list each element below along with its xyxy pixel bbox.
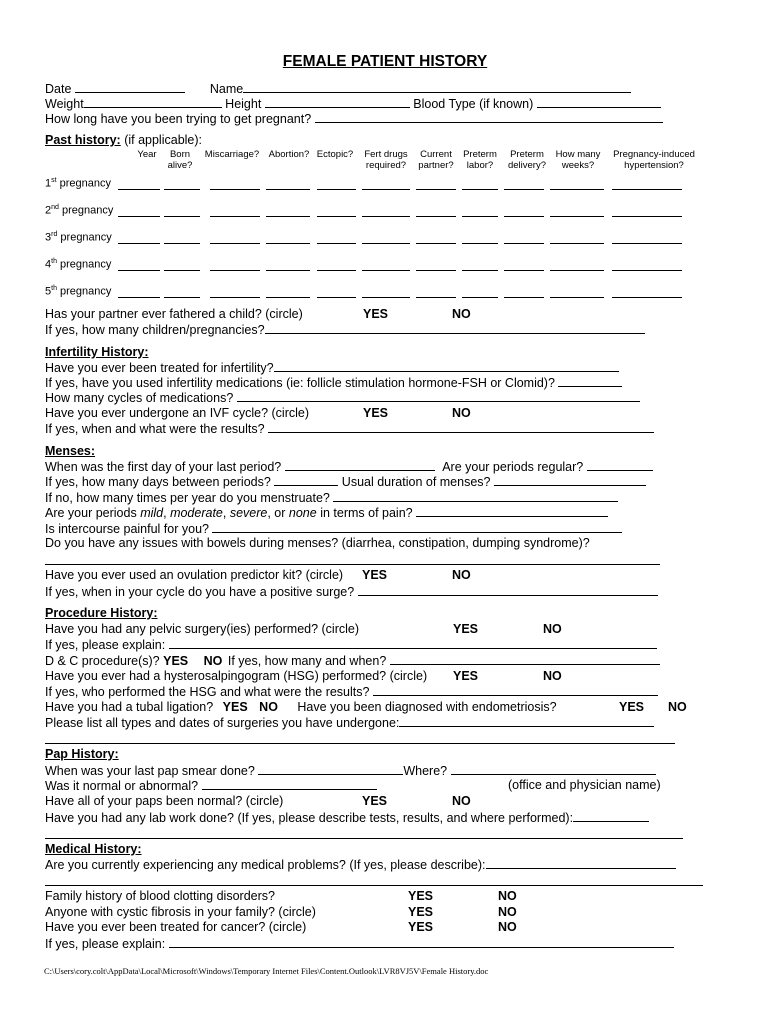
cancer-explain-field[interactable] [169,936,674,948]
blood-type-field[interactable] [537,96,661,108]
infertility-q4: Have you ever undergone an IVF cycle? (circle) [45,406,310,420]
infertility-q1-field[interactable] [274,360,619,372]
pregnancy-1-answer-3[interactable] [210,189,260,190]
hsg-who-field[interactable] [373,684,658,696]
col-header-preterm-labor: Preterm labor? [463,149,497,171]
col-header-abortion: Abortion? [268,149,310,160]
pregnancy-1-answer-4[interactable] [266,189,310,190]
endometriosis-no[interactable]: NO [668,700,687,714]
pregnancy-5-answer-8[interactable] [462,297,498,298]
partner-q2-row: If yes, how many children/pregnancies? [45,322,645,338]
medical-q3: Anyone with cystic fibrosis in your family? (circle) [45,905,316,919]
paps-normal-yes[interactable]: YES [362,794,388,808]
periods-regular-field[interactable] [587,459,653,471]
ovulation-no[interactable]: NO [452,568,471,582]
pregnancy-2-answer-9[interactable] [504,216,544,217]
pregnancy-2-answer-4[interactable] [266,216,310,217]
pregnancy-4-answer-11[interactable] [612,270,682,271]
pelvic-yes[interactable]: YES [453,622,479,636]
paps-normal-no[interactable]: NO [452,794,471,808]
pregnancy-2-answer-6[interactable] [362,216,410,217]
pain-field[interactable] [416,505,608,517]
date-row [45,81,631,97]
pregnancy-5-answer-6[interactable] [362,297,410,298]
menses-q1-row: When was the first day of your last period? Are your periods regular? [45,459,653,475]
pregnancy-label-5: 5th pregnancy [45,285,112,298]
surgeries-field[interactable] [399,715,654,727]
date-field[interactable] [75,81,185,93]
pregnancy-3-answer-4[interactable] [266,243,310,244]
medical-problems-field[interactable] [486,857,676,869]
pregnancy-3-answer-9[interactable] [504,243,544,244]
pregnancy-2-answer-7[interactable] [416,216,456,217]
infertility-q5-row: If yes, when and what were the results? [45,421,654,437]
dc-no[interactable]: NO [203,654,223,668]
endometriosis-yes[interactable]: YES [619,700,645,714]
medical-q5-row: If yes, please explain: [45,936,674,952]
pregnancy-4-answer-4[interactable] [266,270,310,271]
menses-q3-row: If no, how many times per year do you menstruate? [45,490,618,506]
pregnancy-5-answer-1[interactable] [118,297,160,298]
days-between-field[interactable] [274,474,338,486]
pregnancy-1-answer-5[interactable] [317,189,356,190]
pap-q2-row: Was it normal or abnormal? [45,778,377,794]
hsg-yes[interactable]: YES [453,669,479,683]
times-per-year-field[interactable] [333,490,618,502]
pregnancy-2-answer-2[interactable] [164,216,200,217]
pregnancy-4-answer-7[interactable] [416,270,456,271]
infertility-heading: Infertility History: [45,345,149,359]
pregnancy-1-answer-6[interactable] [362,189,410,190]
menses-q6: Do you have any issues with bowels during menses? (diarrhea, constipation, dumping syndrome)? [45,536,590,550]
medical-q4: Have you ever been treated for cancer? (circle) [45,920,307,934]
col-header-year: Year [137,149,157,160]
pregnancy-1-answer-1[interactable] [118,189,160,190]
pap-q4-row: Have you had any lab work done? (If yes, please describe tests, results, and where performed): [45,810,649,826]
pregnancy-1-answer-7[interactable] [416,189,456,190]
procedure-q4: Have you ever had a hysterosalpingogram (HSG) performed? (circle) [45,669,428,683]
pregnancy-1-answer-2[interactable] [164,189,200,190]
pregnancy-label-1: 1st pregnancy [45,177,112,190]
ivf-yes[interactable]: YES [363,406,389,420]
partner-no[interactable]: NO [452,307,471,321]
pregnancy-1-answer-11[interactable] [612,189,682,190]
surge-field[interactable] [358,584,658,596]
trying-field[interactable] [315,111,663,123]
past-history-title: Past history: [45,133,121,147]
name-field[interactable] [243,81,631,93]
col-header-miscarriage: Miscarriage? [204,149,260,160]
tubal-no[interactable]: NO [259,700,278,714]
tubal-yes[interactable]: YES [222,700,248,714]
weight-row [45,96,661,112]
pregnancy-5-answer-3[interactable] [210,297,260,298]
pregnancy-2-answer-11[interactable] [612,216,682,217]
menses-q5-row: Is intercourse painful for you? [45,521,622,537]
cancer-yes[interactable]: YES [408,920,434,934]
menses-q6-field[interactable] [45,564,660,565]
trying-label: How long have you been trying to get pregnant? [45,112,312,126]
pregnancy-2-answer-8[interactable] [462,216,498,217]
menses-q2-row: If yes, how many days between periods? Usual duration of menses? [45,474,646,490]
last-period-field[interactable] [285,459,435,471]
name-label: Name [209,82,244,96]
col-header-ectopic: Ectopic? [316,149,354,160]
clotting-yes[interactable]: YES [408,889,434,903]
pregnancy-3-answer-3[interactable] [210,243,260,244]
last-pap-field[interactable] [258,763,403,775]
pap-heading: Pap History: [45,747,119,761]
pregnancy-3-answer-1[interactable] [118,243,160,244]
pregnancy-4-answer-3[interactable] [210,270,260,271]
pregnancy-5-answer-5[interactable] [317,297,356,298]
pregnancy-2-answer-5[interactable] [317,216,356,217]
col-header-hypertension: Pregnancy-induced hypertension? [613,149,695,171]
col-header-how-many-weeks: How many weeks? [555,149,601,171]
duration-field[interactable] [494,474,646,486]
pregnancy-3-answer-11[interactable] [612,243,682,244]
pregnancy-4-answer-1[interactable] [118,270,160,271]
infertility-q3-field[interactable] [237,390,640,402]
menses-heading: Menses: [45,444,96,458]
procedure-heading: Procedure History: [45,606,158,620]
procedure-q7-row: Please list all types and dates of surgeries you have undergone: [45,715,654,731]
pregnancy-2-answer-3[interactable] [210,216,260,217]
partner-yes[interactable]: YES [363,307,389,321]
pregnancy-2-answer-10[interactable] [550,216,604,217]
ovulation-yes[interactable]: YES [362,568,388,582]
pap-q3: Have all of your paps been normal? (circle) [45,794,284,808]
pap-normal-field[interactable] [202,778,377,790]
medical-q2: Family history of blood clotting disorders? [45,889,275,903]
height-label: Height [225,97,262,111]
dc-when-field[interactable] [390,653,660,665]
medical-heading: Medical History: [45,842,142,856]
surgeries-field-extra[interactable] [45,743,675,744]
col-header-born: Born alive? [167,149,193,171]
pregnancy-3-answer-8[interactable] [462,243,498,244]
dc-yes[interactable]: YES [163,654,189,668]
height-field[interactable] [265,96,410,108]
pregnancy-5-answer-11[interactable] [612,297,682,298]
procedure-q5-row: If yes, who performed the HSG and what were the results? [45,684,658,700]
past-history-heading [45,133,202,148]
pregnancy-4-answer-5[interactable] [317,270,356,271]
partner-q1: Has your partner ever fathered a child? (circle) [45,307,303,321]
file-path-footer: C:\Users\cory.colt\AppData\Local\Microsoft\Windows\Temporary Internet Files\Content.Outlook\LVR8VJ5V\Female History.doc [44,966,489,976]
procedure-q3-row: D & C procedure(s)? YES NO If yes, how many and when? [45,653,660,669]
col-header-fert-drugs: Fert drugs required? [364,149,408,171]
infertility-q3-row: How many cycles of medications? [45,390,640,406]
medical-q1-row: Are you currently experiencing any medical problems? (If yes, please describe): [45,857,676,873]
pregnancy-label-2: 2nd pregnancy [45,204,114,217]
pregnancy-5-answer-9[interactable] [504,297,544,298]
past-history-note: (if applicable): [120,133,203,147]
procedure-q2-row: If yes, please explain: [45,637,657,653]
pregnancy-4-answer-9[interactable] [504,270,544,271]
menses-q8-row: If yes, when in your cycle do you have a positive surge? [45,584,658,600]
pregnancy-4-answer-2[interactable] [164,270,200,271]
pregnancy-5-answer-4[interactable] [266,297,310,298]
intercourse-field[interactable] [212,521,622,533]
pregnancy-label-3: 3rd pregnancy [45,231,112,244]
procedure-q6-row: Have you had a tubal ligation? YES NO Have you been diagnosed with endometriosis? [45,700,557,714]
pregnancy-5-answer-7[interactable] [416,297,456,298]
pregnancy-3-answer-2[interactable] [164,243,200,244]
weight-label: Weight [45,97,84,111]
pregnancy-5-answer-10[interactable] [550,297,604,298]
cf-no[interactable]: NO [498,905,517,919]
pregnancy-1-answer-8[interactable] [462,189,498,190]
cancer-no[interactable]: NO [498,920,517,934]
pregnancy-1-answer-9[interactable] [504,189,544,190]
pregnancy-4-answer-10[interactable] [550,270,604,271]
clotting-no[interactable]: NO [498,889,517,903]
infertility-q2-field[interactable] [558,375,622,387]
pap-where-field[interactable] [451,763,656,775]
lab-work-field-extra[interactable] [45,838,683,839]
partner-q2-field[interactable] [265,322,645,334]
pregnancy-3-answer-6[interactable] [362,243,410,244]
infertility-q5-field[interactable] [268,421,654,433]
cf-yes[interactable]: YES [408,905,434,919]
medical-problems-field-extra[interactable] [45,885,703,886]
weight-field[interactable] [84,96,222,108]
trying-row [45,111,663,127]
pap-q2-note: (office and physician name) [508,778,661,792]
hsg-no[interactable]: NO [543,669,562,683]
menses-q7: Have you ever used an ovulation predictor kit? (circle) [45,568,344,582]
pregnancy-label-4: 4th pregnancy [45,258,112,271]
pregnancy-2-answer-1[interactable] [118,216,160,217]
blood-type-label: Blood Type (if known) [413,97,534,111]
pregnancy-3-answer-7[interactable] [416,243,456,244]
pelvic-no[interactable]: NO [543,622,562,636]
pregnancy-3-answer-5[interactable] [317,243,356,244]
pregnancy-5-answer-2[interactable] [164,297,200,298]
procedure-q1: Have you had any pelvic surgery(ies) performed? (circle) [45,622,360,636]
pap-q1-row: When was your last pap smear done? Where? [45,763,656,779]
page-title: FEMALE PATIENT HISTORY [282,53,488,70]
ivf-no[interactable]: NO [452,406,471,420]
col-header-preterm-delivery: Preterm delivery? [507,149,547,171]
pelvic-explain-field[interactable] [169,637,657,649]
pregnancy-1-answer-10[interactable] [550,189,604,190]
pregnancy-4-answer-6[interactable] [362,270,410,271]
date-label: Date [45,82,72,96]
infertility-q2-row: If yes, have you used infertility medications (ie: follicle stimulation hormone-FSH or Clomid)? [45,375,622,391]
lab-work-field[interactable] [573,810,649,822]
col-header-current-partner: Current partner? [418,149,454,171]
menses-q4-row: Are your periods mild, moderate, severe, or none in terms of pain? [45,505,608,521]
pregnancy-4-answer-8[interactable] [462,270,498,271]
pregnancy-3-answer-10[interactable] [550,243,604,244]
infertility-q1-row: Have you ever been treated for infertility? [45,360,619,376]
